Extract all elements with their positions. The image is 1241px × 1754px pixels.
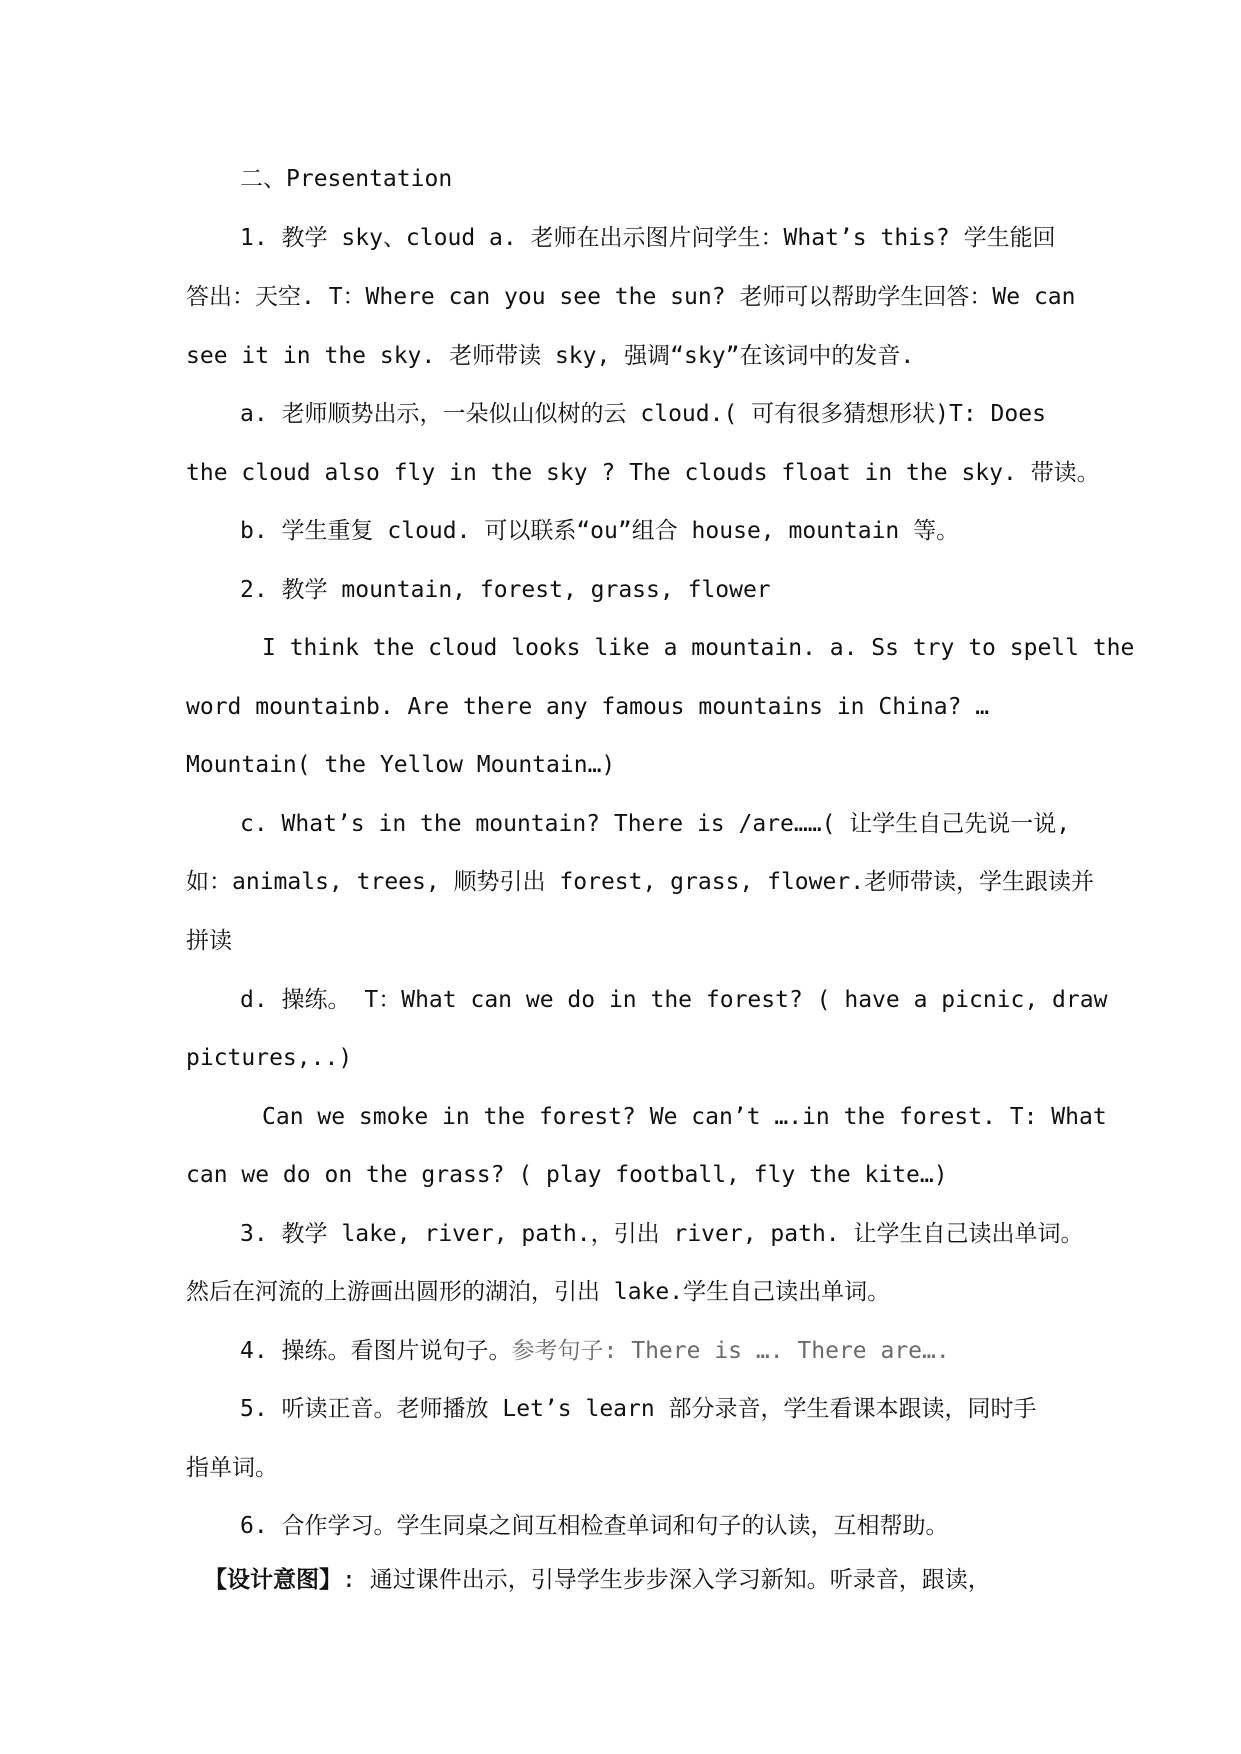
design-intent-label: 【设计意图】 xyxy=(204,1567,342,1593)
reference-sentence: 参考句子: There is …. There are…. xyxy=(511,1338,950,1364)
section-heading: 二、Presentation xyxy=(240,166,453,192)
paragraph-line: word mountainb. Are there any famous mountains in China? … xyxy=(186,694,990,720)
paragraph-line: 5. 听读正音。老师播放 Let’s learn 部分录音，学生看课本跟读，同时手 xyxy=(240,1396,1037,1422)
paragraph-line-practice xyxy=(240,1336,950,1366)
paragraph-line: 拼读 xyxy=(186,928,232,954)
paragraph-line: 2. 教学 mountain, forest, grass, flower xyxy=(240,577,771,603)
paragraph-line: 然后在河流的上游画出圆形的湖泊，引出 lake.学生自己读出单词。 xyxy=(186,1279,891,1305)
paragraph-line: 3. 教学 lake, river, path.，引出 river, path. 让学生自己读出单词。 xyxy=(240,1221,1084,1247)
practice-text: 4. 操练。看图片说句子。 xyxy=(240,1338,512,1364)
paragraph-line: 如：animals, trees, 顺势引出 forest, grass, flower.老师带读，学生跟读并 xyxy=(186,869,1095,895)
paragraph-line: 6. 合作学习。学生同桌之间互相检查单词和句子的认读，互相帮助。 xyxy=(240,1513,949,1539)
paragraph-line: can we do on the grass? ( play football, fly the kite…) xyxy=(186,1162,948,1188)
paragraph-line: d. 操练。 T：What can we do in the forest? ( have a picnic, draw xyxy=(240,987,1108,1013)
design-intent-text: : 通过课件出示，引导学生步步深入学习新知。听录音，跟读， xyxy=(342,1567,991,1593)
paragraph-line: 答出：天空. T：Where can you see the sun? 老师可以帮助学生回答：We can xyxy=(186,284,1076,310)
paragraph-line: the cloud also fly in the sky ? The clouds float in the sky. 带读。 xyxy=(186,460,1100,486)
paragraph-line: a. 老师顺势出示，一朵似山似树的云 cloud.( 可有很多猜想形状)T: Does xyxy=(240,401,1046,427)
paragraph-line: c. What’s in the mountain? There is /are……( 让学生自己先说一说, xyxy=(240,811,1071,837)
paragraph-line: see it in the sky. 老师带读 sky, 强调“sky”在该词中的发音. xyxy=(186,343,915,369)
paragraph-line: I think the cloud looks like a mountain. a. Ss try to spell the xyxy=(262,635,1135,661)
paragraph-line: Can we smoke in the forest? We can’t ….in the forest. T: What xyxy=(262,1104,1107,1130)
paragraph-line: b. 学生重复 cloud. 可以联系“ou”组合 house, mountain 等。 xyxy=(240,518,960,544)
paragraph-line: pictures,..) xyxy=(186,1045,353,1071)
design-intent-line xyxy=(204,1565,991,1595)
paragraph-line: Mountain( the Yellow Mountain…) xyxy=(186,752,616,778)
paragraph-line: 指单词。 xyxy=(186,1455,278,1481)
paragraph-line: 1. 教学 sky、cloud a. 老师在出示图片问学生：What’s this? 学生能回 xyxy=(240,225,1056,251)
